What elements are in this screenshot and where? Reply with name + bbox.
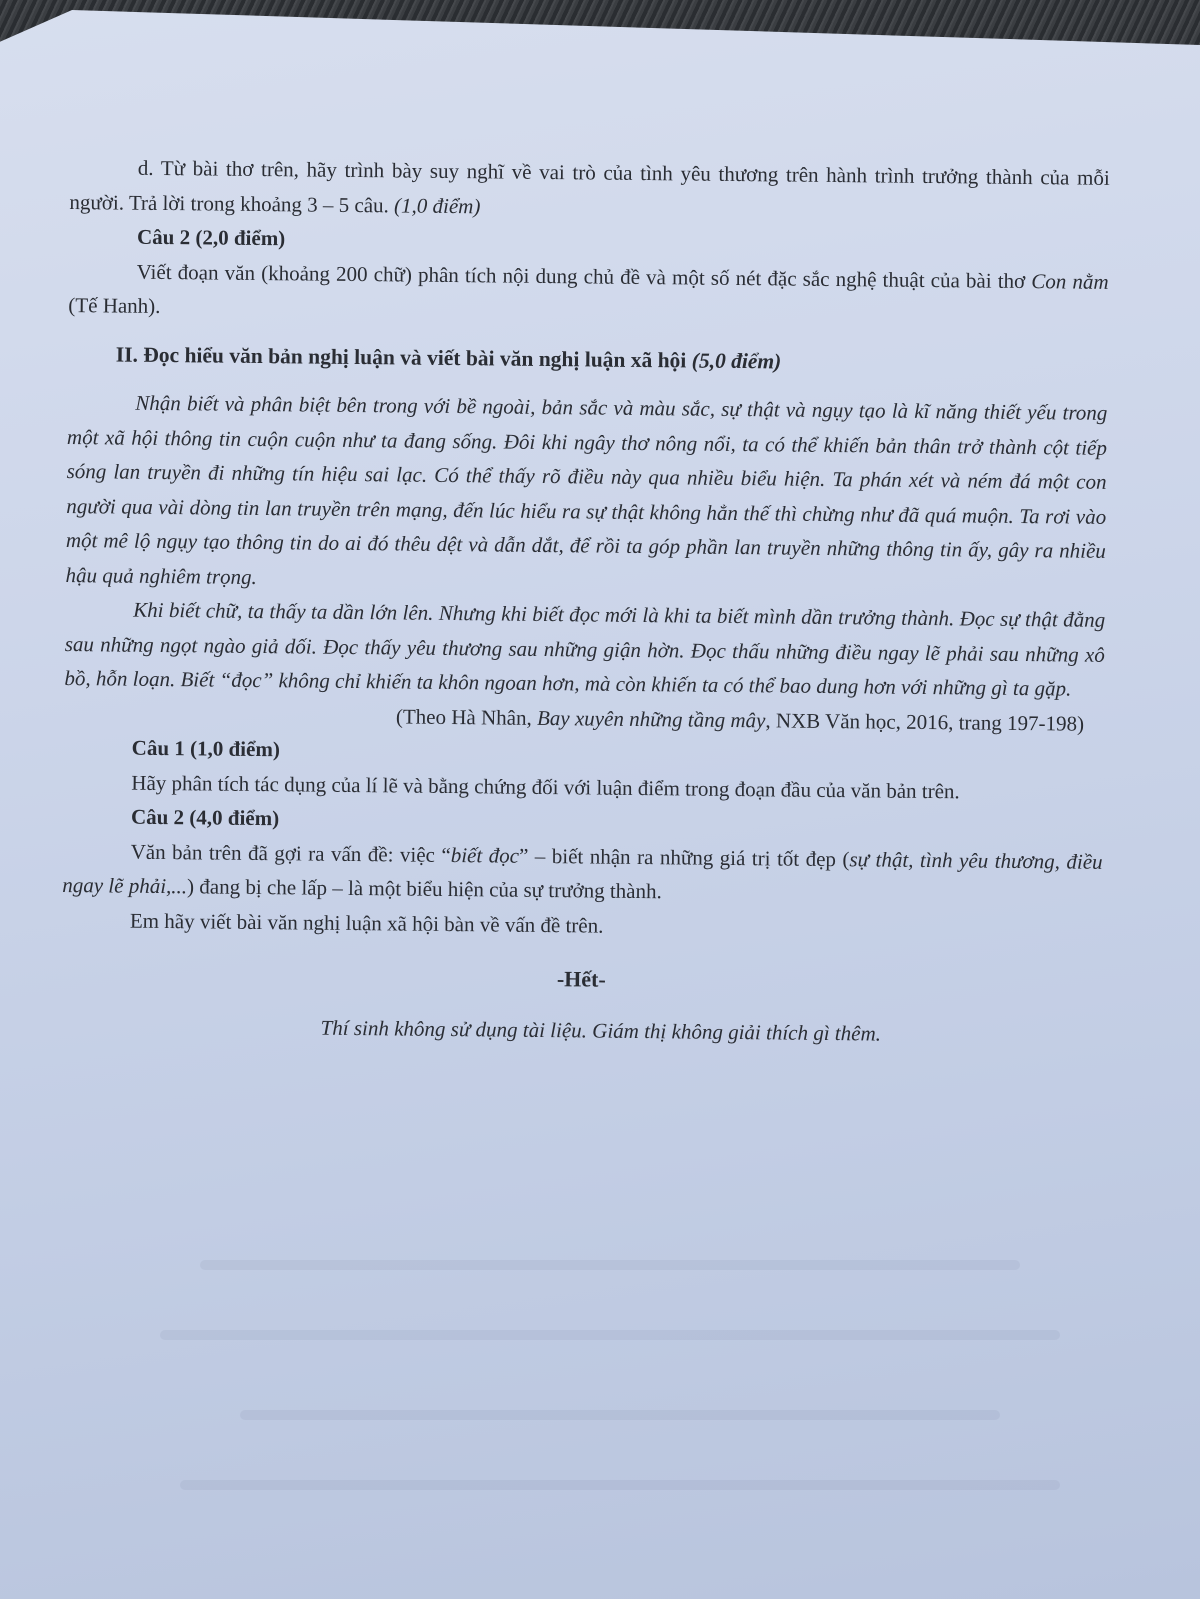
part2-question-2-label: Câu 2 (4,0 điểm) — [130, 804, 280, 831]
part1-question-2-text-after: (Tế Hanh). — [68, 292, 161, 318]
part2-question-2-task: Em hãy viết bài văn nghị luận xã hội bàn về vấn đề trên. — [129, 908, 604, 938]
part2-question-2-text — [62, 833, 1103, 913]
exam-content — [61, 150, 1110, 1053]
part1-question-2-text — [68, 253, 1109, 333]
part1-question-2-label: Câu 2 (2,0 điểm) — [136, 224, 286, 251]
q2-italic-term: biết đọc — [450, 842, 520, 868]
passage-paragraph-1: Nhận biết và phân biệt bên trong với bề ngoài, bản sắc và màu sắc, sự thật và ngụy tạo là kĩ năng thiết yếu trong một xã hội thông tin cuộn cuộn như ta đang sống. Đôi khi ngây thơ nông nổi, ta có thể khiến bản thân trở thành cột tiếp sóng lan truyền đi những tín hiệu sai lạc. Có thể thấy rõ điều này qua nhiều biểu hiện. Ta phán xét và ném đá một con người qua vài dòng tin lan truyền trên mạng, đến lúc hiểu ra sự thật không hẳn thế thì chừng như đã quá muộn. Ta rơi vào một mê lộ ngụy tạo thông tin do ai đó thêu dệt và dẫn dắt, để rồi ta góp phần lan truyền những thông tin ấy, gây ra nhiều hậu quả nghiêm trọng. — [65, 390, 1108, 589]
q2-text-mid: ” – biết nhận ra những giá trị tốt đẹp ( — [518, 843, 850, 871]
section-heading-text: II. Đọc hiểu văn bản nghị luận và viết bài văn nghị luận xã hội — [115, 341, 692, 373]
bleed-through-mark — [180, 1480, 1060, 1490]
source-prefix: (Theo Hà Nhân, — [395, 703, 538, 730]
source-book-title: Bay xuyên những tầng mây — [536, 705, 766, 732]
end-mark: -Hết- — [556, 966, 606, 992]
passage-paragraph-2: Khi biết chữ, ta thấy ta dần lớn lên. Nhưng khi biết đọc mới là khi ta biết mình dần trưởng thành. Đọc sự thật đằng sau những ngọt ngào giả dối. Đọc thấy yêu thương sau những giận hờn. Đọc thấu những điều ngay lẽ phải sau những xô bồ, hỗn loạn. Biết “đọc” không chỉ khiến ta khôn ngoan hơn, mà còn khiến ta có thể bao dung hơn với những gì ta gặp. — [64, 597, 1106, 701]
part1-question-2-text-before: Viết đoạn văn (khoảng 200 chữ) phân tích nội dung chủ đề và một số nét đặc sắc nghệ thuật của bài thơ — [136, 259, 1032, 293]
section-heading — [68, 336, 1108, 381]
exam-footnote: Thí sinh không sử dụng tài liệu. Giám thị không giải thích gì thêm. — [320, 1015, 882, 1046]
q2-italic-examples: sự thật, tình yêu thương, điều ngay lẽ phải,... — [62, 846, 1103, 899]
section-heading-points: (5,0 điểm) — [691, 348, 782, 373]
q2-text-after: ) đang bị che lấp – là một biểu hiện của sự trưởng thành. — [186, 874, 662, 904]
question-1d-points: (1,0 điểm) — [393, 192, 481, 218]
bleed-through-mark — [160, 1330, 1060, 1340]
question-1d-text: d. Từ bài thơ trên, hãy trình bày suy nghĩ về vai trò của tình yêu thương trên hành trình trưởng thành của mỗi người. Trả lời trong khoảng 3 – 5 câu. — [69, 155, 1110, 217]
bleed-through-mark — [200, 1260, 1020, 1270]
bleed-through-mark — [240, 1410, 1000, 1420]
poem-title: Con nằm — [1031, 268, 1109, 294]
part2-question-1-text: Hãy phân tích tác dụng của lí lẽ và bằng chứng đối với luận điểm trong đoạn đầu của văn bản trên. — [131, 770, 960, 803]
part2-question-1-label: Câu 1 (1,0 điểm) — [131, 735, 281, 762]
q2-text-before: Văn bản trên đã gợi ra vấn đề: việc “ — [130, 839, 451, 867]
source-suffix: , NXB Văn học, 2016, trang 197-198) — [765, 707, 1085, 736]
question-1d — [69, 150, 1110, 230]
